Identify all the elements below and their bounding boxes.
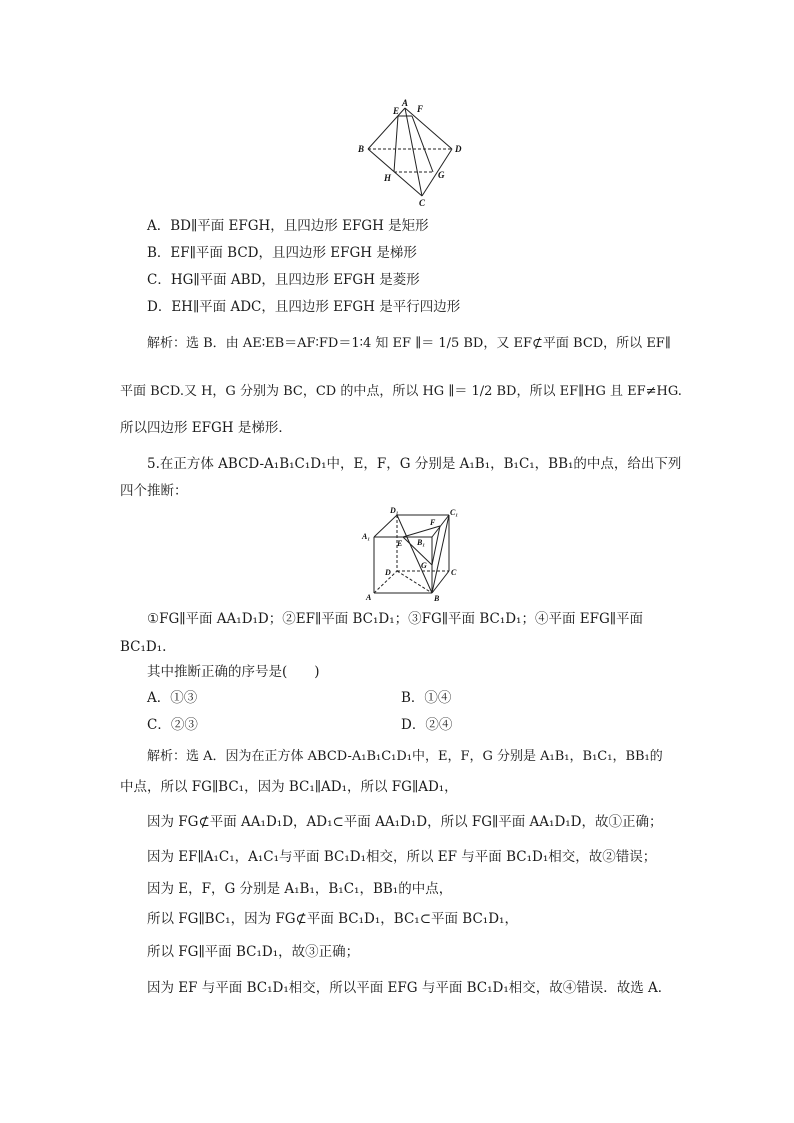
q5-question: 其中推断正确的序号是( ) xyxy=(147,664,320,680)
q5-analysis-line-8: 因为 EF 与平面 BC₁D₁相交，所以平面 EFG 与平面 BC₁D₁相交，故④错误．故选 A． xyxy=(147,980,672,996)
label-H: H xyxy=(384,173,392,183)
q5-analysis-line-7: 所以 FG∥平面 BC₁D₁，故③正确； xyxy=(147,944,360,960)
q5-statements-line-1: ①FG∥平面 AA₁D₁D；②EF∥平面 BC₁D₁；③FG∥平面 BC₁D₁；④平面 EFG∥平面 xyxy=(147,611,644,627)
q4-option-c: C．HG∥平面 ABD，且四边形 EFGH 是菱形 xyxy=(147,272,420,288)
label-A1: A₁ xyxy=(362,532,371,541)
label-G: G xyxy=(421,561,427,570)
label-G: G xyxy=(438,170,445,180)
q5-option-d: D．②④ xyxy=(401,717,453,733)
q5-stem-line-2: 四个推断： xyxy=(120,483,188,499)
q4-option-d: D．EH∥平面 ADC，且四边形 EFGH 是平行四边形 xyxy=(147,299,461,315)
q5-analysis-line-2: 中点，所以 FG∥BC₁，因为 BC₁∥AD₁，所以 FG∥AD₁， xyxy=(120,779,458,795)
label-C1: C₁ xyxy=(450,508,459,517)
q4-option-b: B．EF∥平面 BCD，且四边形 EFGH 是梯形 xyxy=(147,245,417,261)
label-A: A xyxy=(366,593,372,602)
label-F: F xyxy=(430,518,436,527)
q4-analysis-line-3: 所以四边形 EFGH 是梯形． xyxy=(120,420,292,436)
q5-statements-line-2: BC₁D₁. xyxy=(120,639,167,655)
tetrahedron-figure xyxy=(355,98,470,210)
label-A: A xyxy=(402,98,409,108)
q4-analysis-line-2: 平面 BCD.又 H，G 分别为 BC，CD 的中点，所以 HG ∥＝ 1/2 BD，所以 EF∥HG 且 EF≠HG. xyxy=(120,384,682,399)
label-C: C xyxy=(419,198,426,208)
label-D: D xyxy=(455,144,462,154)
label-E: E xyxy=(397,539,403,548)
q5-option-b: B．①④ xyxy=(401,690,452,706)
label-D: D xyxy=(385,568,391,577)
q4-option-a: A．BD∥平面 EFGH，且四边形 EFGH 是矩形 xyxy=(147,218,429,234)
q5-analysis-line-4: 因为 EF∥A₁C₁，A₁C₁与平面 BC₁D₁相交，所以 EF 与平面 BC₁D₁相交，故②错误； xyxy=(147,849,657,865)
q5-analysis-line-1: 解析：选 A．因为在正方体 ABCD-A₁B₁C₁D₁中，E，F，G 分别是 A₁B₁，B₁C₁，BB₁的 xyxy=(147,749,663,764)
q5-analysis-line-3: 因为 FG⊄平面 AA₁D₁D，AD₁⊂平面 AA₁D₁D，所以 FG∥平面 AA₁D₁D，故①正确； xyxy=(147,814,663,830)
label-C: C xyxy=(451,568,457,577)
label-F: F xyxy=(417,104,424,114)
q4-analysis-line-1: 解析：选 B．由 AE∶EB＝AF∶FD＝1∶4 知 EF ∥＝ 1/5 BD，又 EF⊄平面 BCD，所以 EF∥ xyxy=(147,336,671,351)
q5-analysis-line-6: 所以 FG∥BC₁，因为 FG⊄平面 BC₁D₁，BC₁⊂平面 BC₁D₁， xyxy=(147,911,518,927)
cube-figure xyxy=(357,505,465,603)
q5-stem-line-1: 5.在正方体 ABCD-A₁B₁C₁D₁中，E，F，G 分别是 A₁B₁，B₁C₁，BB₁的中点，给出下列 xyxy=(147,456,682,472)
q5-option-a: A．①③ xyxy=(147,690,198,706)
label-B1: B₁ xyxy=(417,538,426,547)
label-B: B xyxy=(358,144,365,154)
label-E: E xyxy=(393,106,400,116)
label-B: B xyxy=(434,594,440,603)
label-D1: D₁ xyxy=(390,506,399,515)
q5-option-c: C．②③ xyxy=(147,717,198,733)
q5-analysis-line-5: 因为 E，F，G 分别是 A₁B₁，B₁C₁，BB₁的中点， xyxy=(147,881,453,897)
